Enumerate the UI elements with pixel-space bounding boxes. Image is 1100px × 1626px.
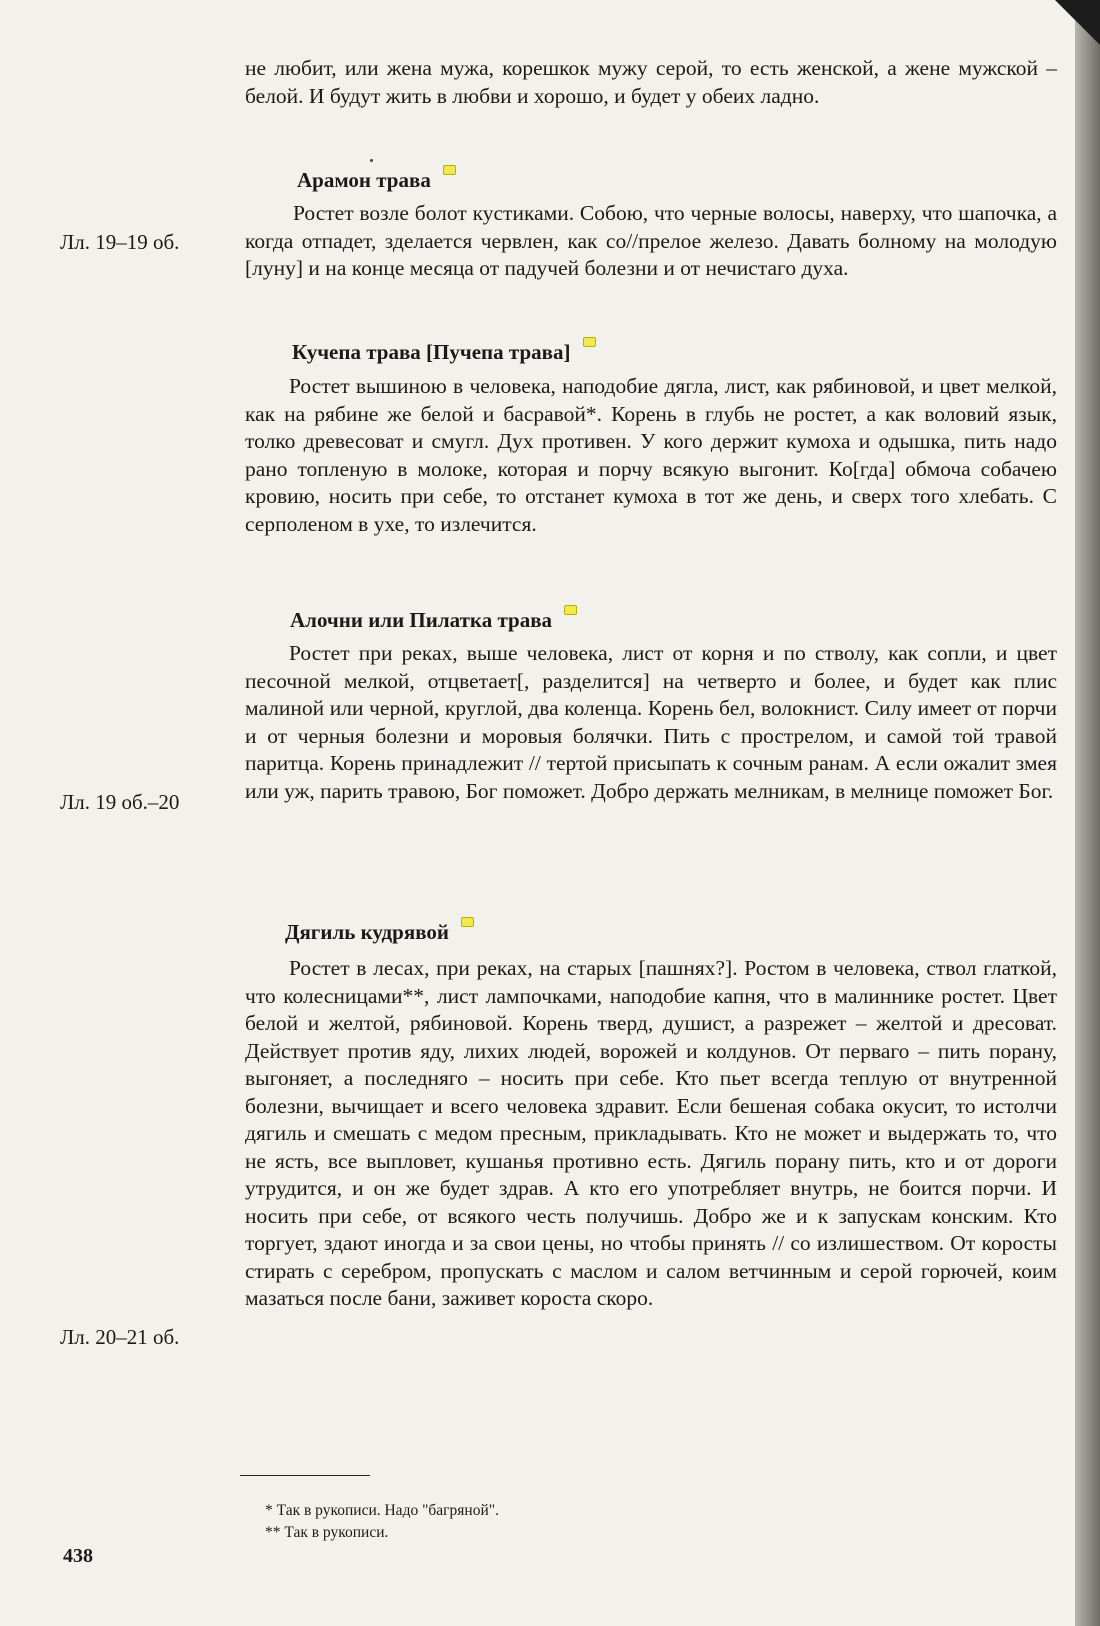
margin-note-folio-3: Лл. 20–21 об. bbox=[60, 1325, 180, 1349]
section-text-aramon: Ростет возле болот кустиками. Собою, что черные волосы, наверху, что шапочка, а когда отпадет, зделается червлен, как со//прелое железо. Давать болному на молодую [луну] и на конце месяца от падучей болезни и от нечистаго духа. bbox=[245, 201, 1057, 280]
section-heading-kuchepa: Кучепа трава [Пучепа трава] bbox=[292, 340, 596, 365]
footnote-2: ** Так в рукописи. bbox=[265, 1524, 389, 1541]
comment-note-icon[interactable] bbox=[443, 165, 456, 175]
comment-note-icon[interactable] bbox=[564, 605, 577, 615]
margin-note-folio-2: Лл. 19 об.–20 bbox=[60, 790, 180, 814]
ink-dot bbox=[370, 159, 373, 162]
page-corner bbox=[1055, 0, 1100, 45]
comment-note-icon[interactable] bbox=[461, 917, 474, 927]
page-edge-shadow bbox=[1075, 0, 1100, 1626]
section-heading-alochni: Алочни или Пилатка трава bbox=[290, 608, 577, 633]
section-text-kuchepa: Ростет вышиною в человека, наподобие дягла, лист, как рябиновой, и цвет мелкой, как на рябине же белой и басравой*. Корень в глубь не ростет, а как воловий язык, толко древесоват и смугл. Дух противен. У кого держит кумоха и одышка, пить надо рано топленую в молоке, которая и порчу всякую выгонит. Ко[гда] обмоча собачею кровию, носить при себе, то отстанет кумоха в тот же день, и сверх того хлебать. С серполеном в ухе, то излечится. bbox=[245, 374, 1057, 536]
footnote-divider bbox=[240, 1475, 370, 1476]
footnote-1: * Так в рукописи. Надо "багряной". bbox=[265, 1502, 499, 1519]
section-heading-aramon: Арамон трава bbox=[297, 168, 456, 193]
page-number: 438 bbox=[63, 1545, 93, 1567]
section-heading-dyagil: Дягиль кудрявой bbox=[285, 920, 474, 945]
margin-note-folio-1: Лл. 19–19 об. bbox=[60, 230, 180, 254]
section-text-dyagil: Ростет в лесах, при реках, на старых [пашнях?]. Ростом в человека, ствол глаткой, что колесницами**, лист лампочками, наподобие капня, что в малиннике ростет. Цвет белой и желтой, рябиновой. Корень тверд, душист, а разрежет – желтой и дресоват. Действует против яду, лихих людей, ворожей и колдунов. От перваго – пить порану, выгоняет, а последняго – носить при себе. Кто пьет всегда теплую от внутренной болезни, вычищает и всего человека здравит. Если бешеная собака окусит, то истолчи дягиль и смешать с медом пресным, прикладывать. Кто не может и выдержать то, что не ясть, все выпловет, кушанья противно есть. Дягиль порану пить, кто и от дороги утрудится, и он же будет здрав. А кто его употребляет внутрь, не боится порчи. И носить при себе, от всякого честь получишь. Добро же и к запускам конским. Кто торгует, здают иногда и за свои цены, но чтобы принять // со излишеством. От коросты стирать с серебром, пропускать с маслом и салом ветчинным и серой горючей, коим мазаться после бани, заживет короста скоро. bbox=[245, 956, 1057, 1310]
intro-paragraph: не любит, или жена мужа, корешкок мужу серой, то есть женской, а жене мужской – белой. И будут жить в любви и хорошо, и будет у обеих ладно. bbox=[245, 56, 1057, 108]
comment-note-icon[interactable] bbox=[583, 337, 596, 347]
section-text-alochni: Ростет при реках, выше человека, лист от корня и по стволу, как сопли, и цвет песочной мелкой, отцветает[, разделится] на четверто и более, и будет как плис малиной или черной, круглой, два коленца. Корень бел, волокнист. Силу имеет от порчи и от черныя болезни и моровыя болячки. Пить с прострелом, и самой той травой паритца. Корень принадлежит // тертой присыпать к сочным ранам. А если ожалит змея или уж, парить травою, Бог поможет. Добро держать мелникам, в мелнице поможет Бог. bbox=[245, 641, 1057, 803]
